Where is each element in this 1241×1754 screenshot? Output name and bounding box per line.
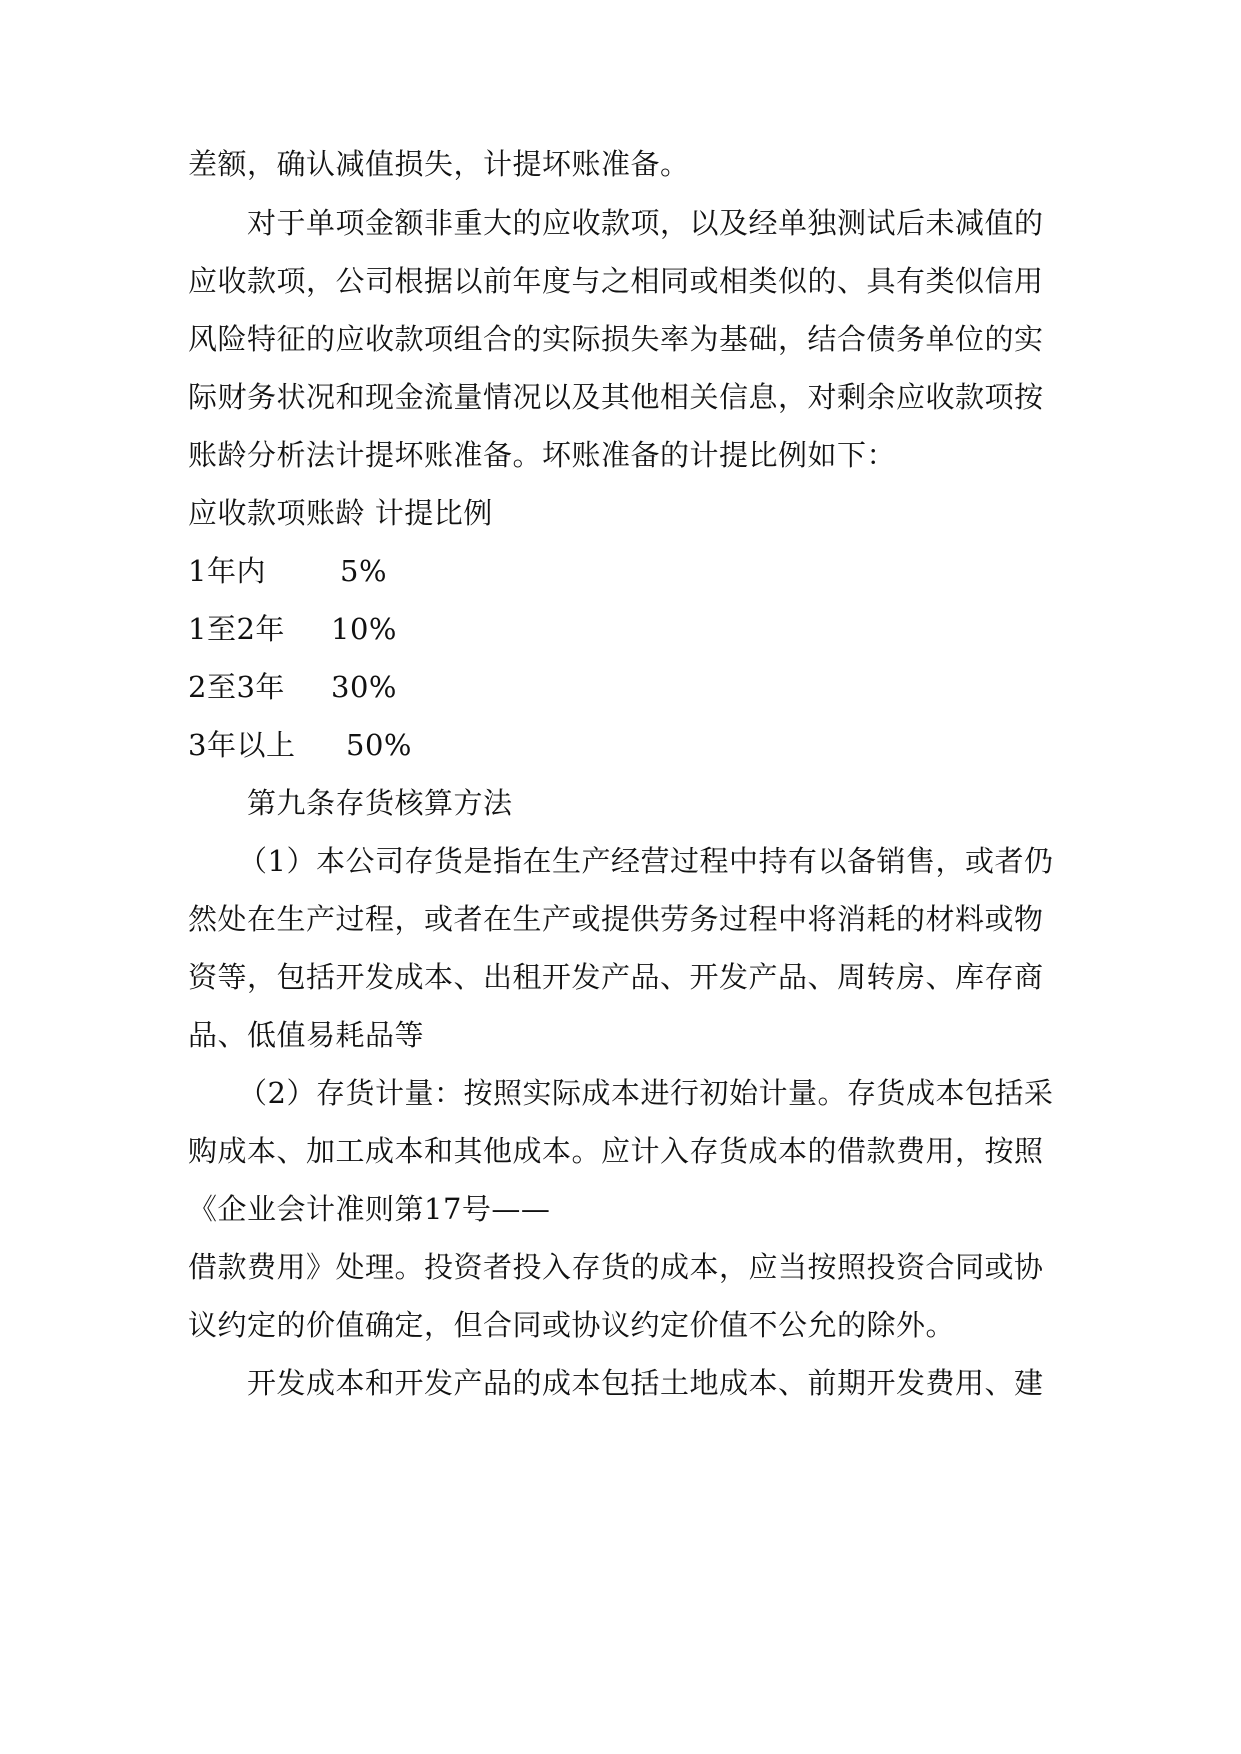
text-line: 应收款项，公司根据以前年度与之相同或相类似的、具有类似信用 — [188, 264, 1044, 298]
text-line: 《企业会计准则第17号—— — [188, 1192, 551, 1226]
text-line: 风险特征的应收款项组合的实际损失率为基础，结合债务单位的实 — [188, 322, 1044, 356]
text-line: 对于单项金额非重大的应收款项，以及经单独测试后未减值的 — [247, 206, 1044, 240]
table-row — [188, 725, 412, 765]
row-rate: 10% — [331, 612, 397, 646]
text-line: 借款费用》处理。投资者投入存货的成本，应当按照投资合同或协 — [188, 1250, 1044, 1284]
text-line: 差额，确认减值损失，计提坏账准备。 — [188, 147, 690, 181]
table-row — [188, 551, 388, 591]
row-age: 2至3年 — [188, 670, 285, 704]
table-row — [188, 609, 397, 649]
text-line: （2）存货计量：按照实际成本进行初始计量。存货成本包括采 — [238, 1076, 1054, 1110]
text-line: 资等，包括开发成本、出租开发产品、开发产品、周转房、库存商 — [188, 960, 1044, 994]
row-age: 1年内 — [188, 554, 266, 588]
text-line: 议约定的价值确定，但合同或协议约定价值不公允的除外。 — [188, 1308, 956, 1342]
row-rate: 30% — [331, 670, 397, 704]
header-age: 应收款项账龄 — [188, 496, 366, 530]
section-heading: 第九条存货核算方法 — [247, 786, 513, 820]
text-line: 然处在生产过程，或者在生产或提供劳务过程中将消耗的材料或物 — [188, 902, 1044, 936]
text-line: 际财务状况和现金流量情况以及其他相关信息，对剩余应收款项按 — [188, 380, 1044, 414]
row-rate: 5% — [340, 554, 388, 588]
row-age: 1至2年 — [188, 612, 285, 646]
header-rate: 计提比例 — [374, 496, 493, 530]
table-row — [188, 667, 397, 707]
row-rate: 50% — [346, 728, 412, 762]
table-header — [188, 493, 493, 533]
row-age: 3年以上 — [188, 728, 296, 762]
text-line: 开发成本和开发产品的成本包括土地成本、前期开发费用、建 — [247, 1366, 1044, 1400]
text-line: 购成本、加工成本和其他成本。应计入存货成本的借款费用，按照 — [188, 1134, 1044, 1168]
text-line: 品、低值易耗品等 — [188, 1018, 425, 1052]
text-line: 账龄分析法计提坏账准备。坏账准备的计提比例如下： — [188, 438, 897, 472]
text-line: （1）本公司存货是指在生产经营过程中持有以备销售，或者仍 — [238, 844, 1054, 878]
